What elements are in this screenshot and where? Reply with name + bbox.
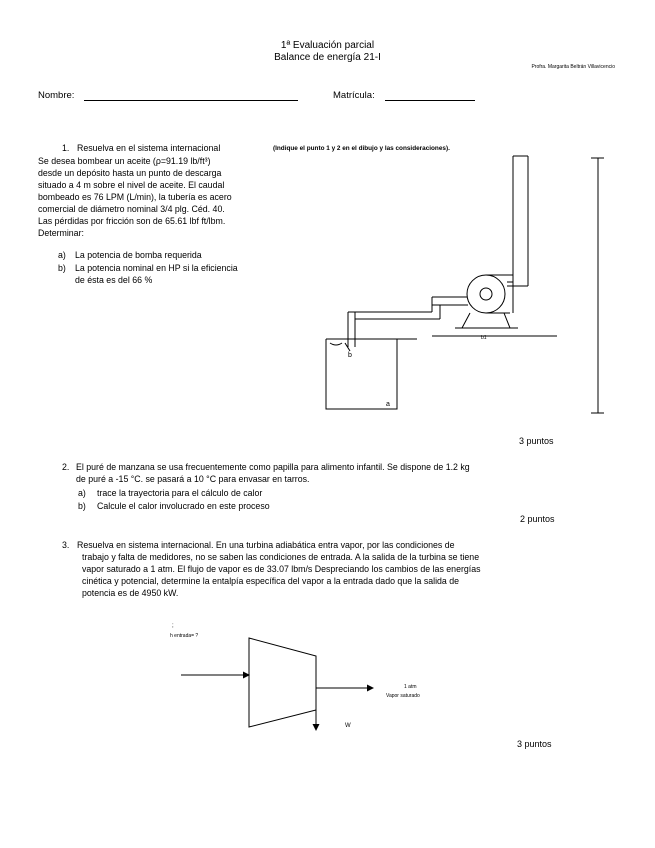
q2-line: El puré de manzana se usa frecuentemente como papilla para alimento infantil. Se dispone de 1.2 kg	[76, 462, 470, 472]
q2-number: 2.	[62, 462, 70, 472]
exam-title: 1ª Evaluación parcial	[280, 40, 375, 51]
outlet-pressure-label: 1 atm	[404, 684, 417, 690]
q1-line: Se desea bombear un aceite (ρ=91.19 lb/ft³)	[38, 156, 211, 166]
outlet-state-label: Vapor saturado	[386, 693, 420, 699]
professor-name: Profra. Margarita Beltrán Villavicencio	[531, 64, 615, 70]
point-b-label: b	[348, 352, 352, 359]
q2-line: de puré a -15 °C. se pasará a 10 °C para envasar en tarros.	[76, 474, 310, 484]
q3-line: trabajo y falta de medidores, no se saben las condiciones de entrada. A la salida de la turbina se tiene	[82, 552, 480, 562]
q3-line: potencia es de 4950 kW.	[82, 588, 179, 598]
name-label: Nombre:	[38, 90, 75, 101]
pump-label: b1	[481, 335, 487, 341]
q1-item-text-a: La potencia de bomba requerida	[75, 250, 202, 260]
turbine-mark: ;	[172, 623, 174, 629]
turbine-body	[249, 638, 316, 727]
q3-line: Resuelva en sistema internacional. En una turbina adiabática entra vapor, por las condiciones de	[77, 540, 455, 550]
q1-item-label-a: a)	[58, 250, 66, 260]
q1-heading: Resuelva en el sistema internacional	[77, 143, 221, 153]
q2-item-label-a: a)	[78, 488, 86, 498]
q1-line: desde un depósito hasta un punto de descarga	[38, 168, 222, 178]
point-a-label: a	[386, 401, 390, 408]
inlet-enthalpy-label: h entrada= ?	[170, 633, 199, 639]
q1-line: Determinar:	[38, 228, 84, 238]
q1-line: situado a 4 m sobre el nivel de aceite. El caudal	[38, 180, 225, 190]
exam-subtitle: Balance de energía 21-I	[274, 52, 381, 63]
q1-number: 1.	[62, 143, 70, 153]
work-label: W	[345, 723, 351, 729]
q1-item-text-b-cont: de ésta es del 66 %	[75, 275, 153, 285]
q1-item-text-b: La potencia nominal en HP si la eficiencia	[75, 263, 238, 273]
q2-item-text-b: Calcule el calor involucrado en este proceso	[97, 501, 270, 511]
q2-item-text-a: trace la trayectoria para el cálculo de calor	[97, 488, 263, 498]
q1-line: bombeado es 76 LPM (L/min), la tubería es acero	[38, 192, 232, 202]
q3-line: cinética y potencial, determine la entalpía específica del vapor a la entrada dado que la salida de	[82, 576, 460, 586]
q2-points: 2 puntos	[520, 514, 555, 524]
q1-line: Las pérdidas por fricción son de 65.61 lbf ft/lbm.	[38, 216, 226, 226]
q3-number: 3.	[62, 540, 70, 550]
q1-points: 3 puntos	[519, 436, 554, 446]
q3-points: 3 puntos	[517, 739, 552, 749]
q1-note: (Indique el punto 1 y 2 en el dibujo y las consideraciones).	[273, 145, 450, 152]
id-label: Matrícula:	[333, 90, 375, 101]
q2-item-label-b: b)	[78, 501, 86, 511]
q1-line: comercial de diámetro nominal 3/4 plg. Céd. 40.	[38, 204, 225, 214]
q3-line: vapor saturado a 1 atm. El flujo de vapor es de 33.07 lbm/s Despreciando los cambios de las energías	[82, 564, 481, 574]
q1-item-label-b: b)	[58, 263, 66, 273]
